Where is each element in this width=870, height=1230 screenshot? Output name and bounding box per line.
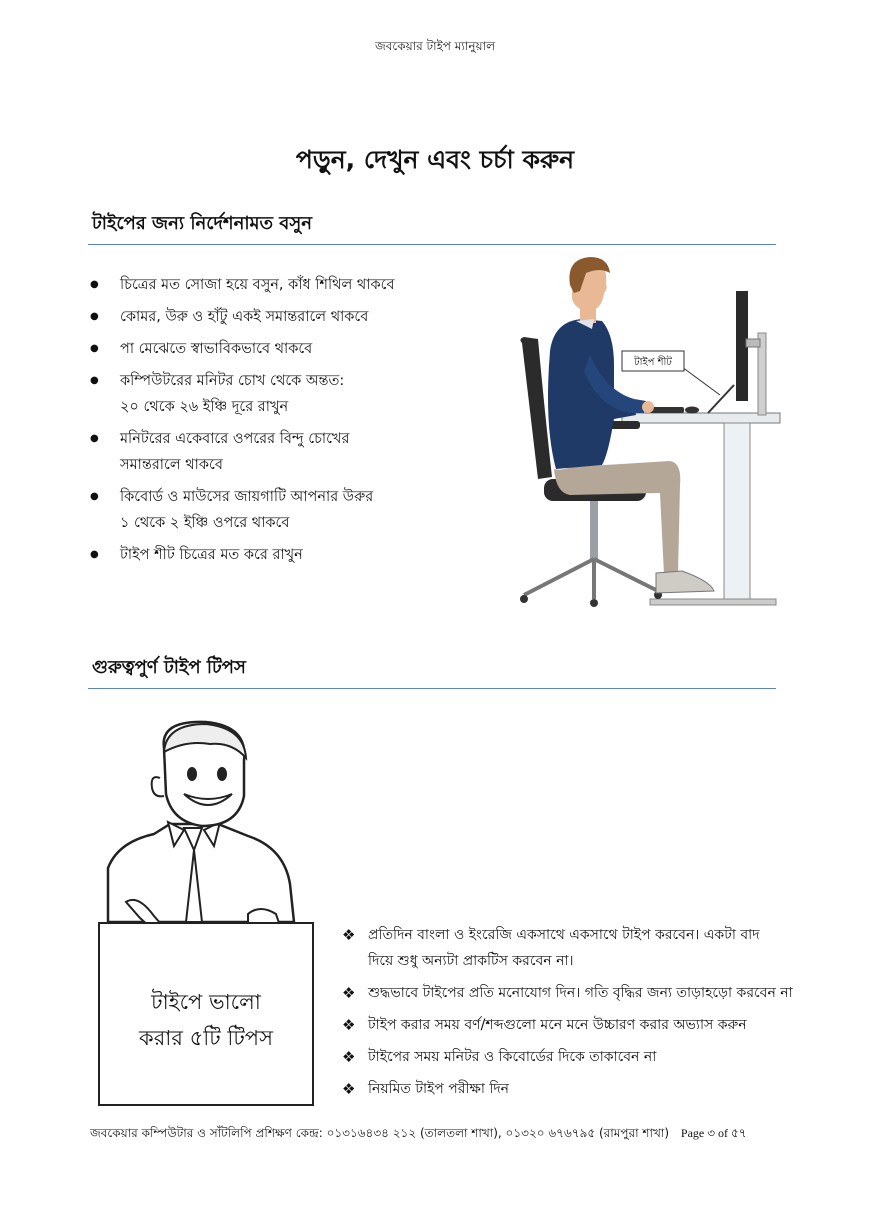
page-title: পড়ুন, দেখুন এবং চর্চা করুন [295,145,575,174]
list-item: ❖ টাইপ করার সময় বর্ণ/শব্দগুলো মনে মনে উচ্চারণ করার অভ্যাস করুন [340,1012,840,1038]
list-item: ❖ শুদ্ধভাবে টাইপের প্রতি মনোযোগ দিন। গতি বৃদ্ধির জন্য তাড়াহড়ো করবেন না [340,980,840,1006]
cartoon-man-illustration [98,718,318,930]
chair-post [590,501,598,559]
person-torso [548,319,636,469]
section-divider [88,244,776,245]
desk-top [622,413,780,423]
type-sheet-label: টাইপ শীট [634,357,672,368]
list-item: ● টাইপ শীট চিত্রের মত করে রাখুন [90,542,510,568]
footer-contact: জবকেয়ার কম্পিউটার ও সাঁটলিপি প্রশিক্ষণ কেন্দ্র: ০১৩১৬৪৩৪ ২১২ (তালতলা শাখা), ০১৩২০ ৬৭৬৭৯৫ (রামপুরা শাখা) [90,1126,670,1140]
sign-line-2: করার ৫টি টিপস [139,1026,273,1050]
person-legs [554,461,680,575]
person-shoe [656,571,714,593]
list-item: ● পা মেঝেতে স্বাভাবিকভাবে থাকবে [90,336,510,362]
desk-leg [724,423,750,599]
mouse [685,407,699,414]
list-item: ● চিত্রের মত সোজা হয়ে বসুন, কাঁধ শিথিল থাকবে [90,272,510,298]
list-item: ❖ প্রতিদিন বাংলা ও ইংরেজি একসাথে একসাথে টাইপ করবেন। একটা বাদ দিয়ে শুধু অন্যটা প্রাকটিস করবেন না। [340,922,840,974]
typing-tips-list [340,922,840,1108]
list-item: ● কোমর, উরু ও হাঁটু একই সমান্তরালে থাকবে [90,304,510,330]
page-number: Page ৩ of ৫৭ [680,1126,747,1140]
list-item: ● মনিটরের একেবারে ওপরের বিন্দু চোখের সমান্তরালে থাকবে [90,426,510,478]
list-item: ❖ নিয়মিত টাইপ পরীক্ষা দিন [340,1076,840,1102]
section-divider [88,688,776,689]
list-item: ● কিবোর্ড ও মাউসের জায়গাটি আপনার উরুর ১ থেকে ২ ইঞ্চি ওপরে থাকবে [90,484,510,536]
sitting-posture-illustration [510,255,790,615]
tips-sign-board [98,922,314,1106]
page-footer [90,1125,810,1145]
desk-base [650,599,776,605]
section-heading-tips: গুরুত্বপুর্ণ টাইপ টিপস [92,657,246,678]
section-heading-sitting: টাইপের জন্য নির্দেশনামত বসুন [92,213,312,234]
sign-line-1: টাইপে ভালো [151,990,261,1014]
list-item: ● কম্পিউটরের মনিটর চোখ থেকে অন্তত: ২০ থেকে ২৬ ইঞ্চি দূরে রাখুন [90,368,510,420]
header-title: জবকেয়ার টাইপ ম্যানুয়াল [374,39,496,53]
chair-back [520,337,552,479]
sitting-guidelines-list [90,272,510,574]
list-item: ❖ টাইপের সময় মনিটর ও কিবোর্ডের দিকে তাকাবেন না [340,1044,840,1070]
